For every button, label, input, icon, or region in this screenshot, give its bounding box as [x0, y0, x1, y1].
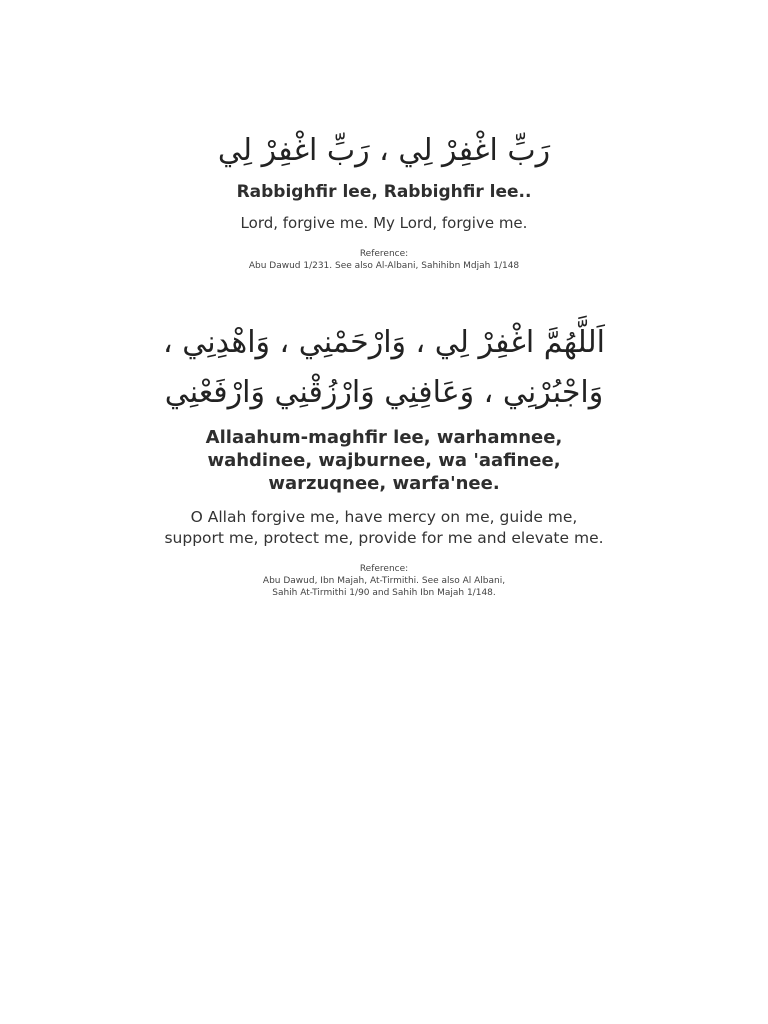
transliteration-line-1: Allaahum-maghfir lee, warhamnee,: [205, 427, 563, 448]
dua-transliteration: [0, 426, 768, 495]
reference-label: Reference:: [359, 564, 409, 574]
translation-line-1: O Allah forgive me, have mercy on me, guide me,: [190, 508, 578, 526]
translation-line-2: support me, protect me, provide for me and elevate me.: [164, 529, 604, 547]
dua-translation: [0, 507, 768, 549]
dua-transliteration: Rabbighfir lee, Rabbighfir lee..: [236, 182, 532, 202]
dua-section-1: [0, 128, 768, 272]
transliteration-line-2: wahdinee, wajburnee, wa 'aafinee,: [207, 450, 561, 471]
reference-line-1: Abu Dawud, Ibn Majah, At-Tirmithi. See also Al Albani,: [262, 576, 506, 586]
dua-arabic-line-1: اَللَّهُمَّ اغْفِرْ لِي ، وَارْحَمْنِي ، وَاهْدِنِي ،: [163, 325, 605, 360]
reference-text: Abu Dawud 1/231. See also Al-Albani, Sahihibn Mdjah 1/148: [248, 261, 520, 271]
dua-section-2: [0, 318, 768, 599]
reference-text: [0, 575, 768, 599]
dua-arabic-text: رَبِّ اغْفِرْ لِي ، رَبِّ اغْفِرْ لِي: [217, 133, 551, 168]
transliteration-line-3: warzuqnee, warfa'nee.: [268, 473, 500, 494]
reference-label: Reference:: [359, 249, 409, 259]
dua-arabic-line-2: وَاجْبُرْنِي ، وَعَافِنِي وَارْزُقْنِي وَارْفَعْنِي: [164, 375, 604, 410]
reference-line-2: Sahih At-Tirmithi 1/90 and Sahih Ibn Majah 1/148.: [272, 588, 496, 598]
dua-translation: Lord, forgive me. My Lord, forgive me.: [240, 214, 528, 232]
